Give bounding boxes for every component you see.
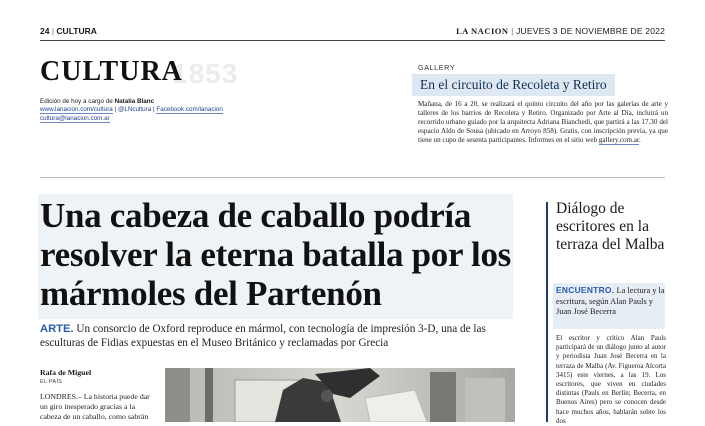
dateline-separator: | [511, 26, 517, 36]
byline-source: EL PAÍS [40, 379, 63, 385]
gallery-title: En el circuito de Recoleta y Retiro [420, 77, 607, 92]
sidebar-kicker: ENCUENTRO. [556, 285, 615, 295]
article-headline: Una cabeza de caballo podría resolver la eterna batalla por los mármoles del Partenón [40, 196, 511, 313]
article-deck-text: Un consorcio de Oxford reproduce en mármol, con tecnología de impresión 3-D, una de las esculturas de Fidias expuestas en el Museo Británico y reclamadas por Grecia [40, 323, 486, 349]
sidebar-body: El escritor y crítico Alan Pauls participará de un diálogo junto al autor y periodista Juan José Becerra en la terraza de Malba (Av. Figueroa Alcorta 3415) este viernes, a las 19. Los escritores, que viven en ciudades distintas (Pauls en Berlín; Becerra, en Buenos Aires) pero se conocen desde hace muchos años, hablarán sobre los dos [556, 334, 666, 425]
gallery-website-link[interactable]: gallery.com.ar [598, 136, 639, 144]
sculptor-robot-illustration [165, 368, 515, 422]
editor-name: Natalia Blanc [114, 98, 155, 105]
page-dateline [456, 26, 665, 36]
folio-section: CULTURA [56, 26, 97, 36]
article-deck [40, 322, 520, 350]
gallery-kicker: GALLERY [418, 63, 456, 72]
article-photo [165, 368, 515, 422]
page-number: 24 [40, 26, 50, 36]
contact-line: www.lanacion.com/cultura | @LNcultura | Facebook.com/lanacion [40, 106, 223, 114]
gallery-title-box [412, 74, 615, 96]
founding-year-watermark: 1853 [172, 58, 239, 89]
section-title: CULTURA [40, 56, 183, 87]
sidebar-dek [556, 285, 666, 318]
sidebar-title: Diálogo de escritores en la terraza del Malba [556, 200, 665, 253]
newspaper-name: LA NACION [456, 26, 509, 36]
article-kicker: ARTE. [40, 323, 74, 335]
section-credits [40, 98, 290, 123]
sidebar-dek-text: La lectura y la escritura, según Alan Pauls y Juan José Becerra [556, 286, 665, 316]
gallery-body-text: Mañana, de 16 a 20, se realizará el quinto circuito del año por las galerías de arte y talleres de los barrios de Recoleta y Retiro. Organizado por Arte al Día, incluirá un recorrido urbano guiado por la arquitecta Adriana Bianchedi, que partirá a las 17.30 del espacio Aldo de Sousa (ubicado en Arroyo 858). Gratis, con inscripción previa, ya que tiene un cupo de sesenta participantes. Informes en el sitio web [418, 100, 668, 144]
sidebar-rule [546, 202, 548, 422]
section-email-link[interactable]: cultura@lanacion.com.ar [40, 114, 110, 122]
page-folio [40, 26, 97, 36]
email-line [40, 115, 290, 123]
article-byline: Rafa de Miguel [40, 368, 92, 377]
folio-separator: | [51, 26, 57, 36]
header-rule [40, 40, 665, 41]
section-web-link[interactable]: www.lanacion.com/cultura [40, 106, 113, 114]
editor-prefix: Edición de hoy a cargo de [40, 98, 113, 105]
issue-date: JUEVES 3 DE NOVIEMBRE DE 2022 [516, 26, 665, 36]
page-header-bar [40, 26, 665, 40]
twitter-handle[interactable]: @LNcultura [117, 106, 152, 114]
gallery-body: Mañana, de 16 a 20, se realizará el quinto circuito del año por las galerías de arte y talleres de los barrios de Recoleta y Retiro. Organizado por Arte al Día, incluirá un recorrido urbano guiado por la arquitecta Adriana Bianchedi, que partirá a las 17.30 del espacio Aldo de Sousa (ubicado en Arroyo 858). Gratis, con inscripción previa, ya que tiene un cupo de sesenta participantes. Informes en el sitio web gallery.com.ar. [418, 100, 668, 144]
article-lead: LONDRES.– La historia puede dar un giro inesperado gracias a la cabeza de un caballo, como sabrán [40, 392, 150, 421]
editor-line [40, 98, 290, 106]
facebook-link[interactable]: Facebook.com/lanacion [156, 106, 223, 114]
section-divider [40, 177, 665, 178]
